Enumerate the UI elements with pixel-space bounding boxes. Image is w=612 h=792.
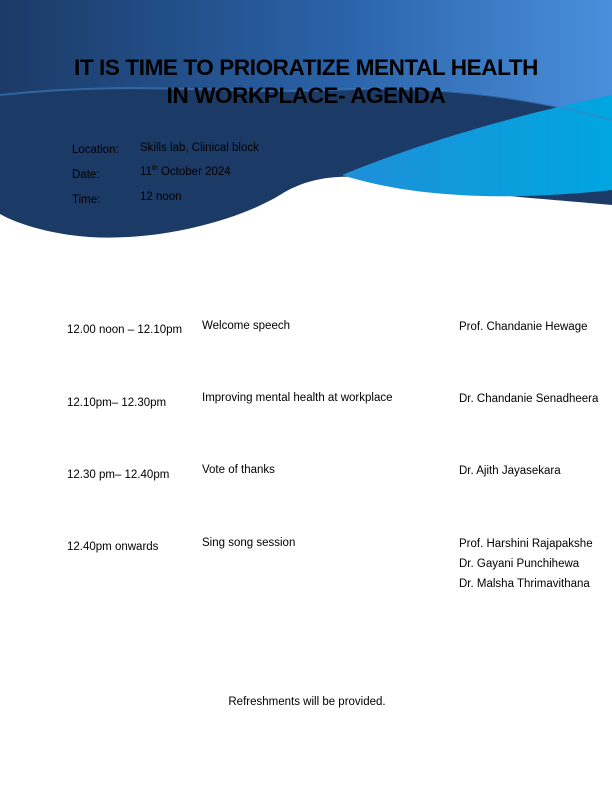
date-day: 11	[140, 166, 152, 178]
header-wave-graphic	[0, 0, 612, 250]
title-line-1: IT IS TIME TO PRIORATIZE MENTAL HEALTH	[74, 55, 538, 80]
speaker-name: Dr. Chandanie Senadheera	[459, 393, 599, 405]
speaker-name: Dr. Malsha Thrimavithana	[459, 578, 590, 590]
agenda-speakers	[459, 392, 599, 412]
location-label: Location:	[72, 144, 119, 156]
agenda-topic: Sing song session	[202, 537, 296, 549]
agenda-topic: Improving mental health at workplace	[202, 392, 393, 404]
agenda-time: 12.40pm onwards	[67, 541, 159, 553]
date-month-year: October 2024	[157, 166, 231, 178]
time-label: Time:	[72, 194, 101, 206]
date-label: Date:	[72, 169, 100, 181]
footer-note: Refreshments will be provided.	[228, 696, 386, 708]
speaker-name: Dr. Gayani Punchihewa	[459, 558, 580, 570]
date-value	[140, 166, 231, 178]
agenda-topic: Welcome speech	[202, 320, 290, 332]
time-value: 12 noon	[140, 191, 182, 203]
agenda-speakers	[459, 537, 599, 597]
agenda-time: 12.00 noon – 12.10pm	[67, 324, 183, 336]
speaker-name: Prof. Harshini Rajapakshe	[459, 538, 593, 550]
title-line-2: IN WORKPLACE- AGENDA	[166, 83, 446, 108]
speaker-name: Dr. Ajith Jayasekara	[459, 465, 561, 477]
agenda-speakers	[459, 464, 599, 484]
page-title	[40, 54, 572, 110]
speaker-name: Prof. Chandanie Hewage	[459, 321, 588, 333]
agenda-topic: Vote of thanks	[202, 464, 275, 476]
agenda-speakers	[459, 320, 599, 340]
date-suffix: th	[151, 165, 158, 173]
location-value: Skills lab, Clinical block	[140, 142, 259, 154]
agenda-time: 12.30 pm– 12.40pm	[67, 469, 170, 481]
agenda-time: 12.10pm– 12.30pm	[67, 397, 167, 409]
